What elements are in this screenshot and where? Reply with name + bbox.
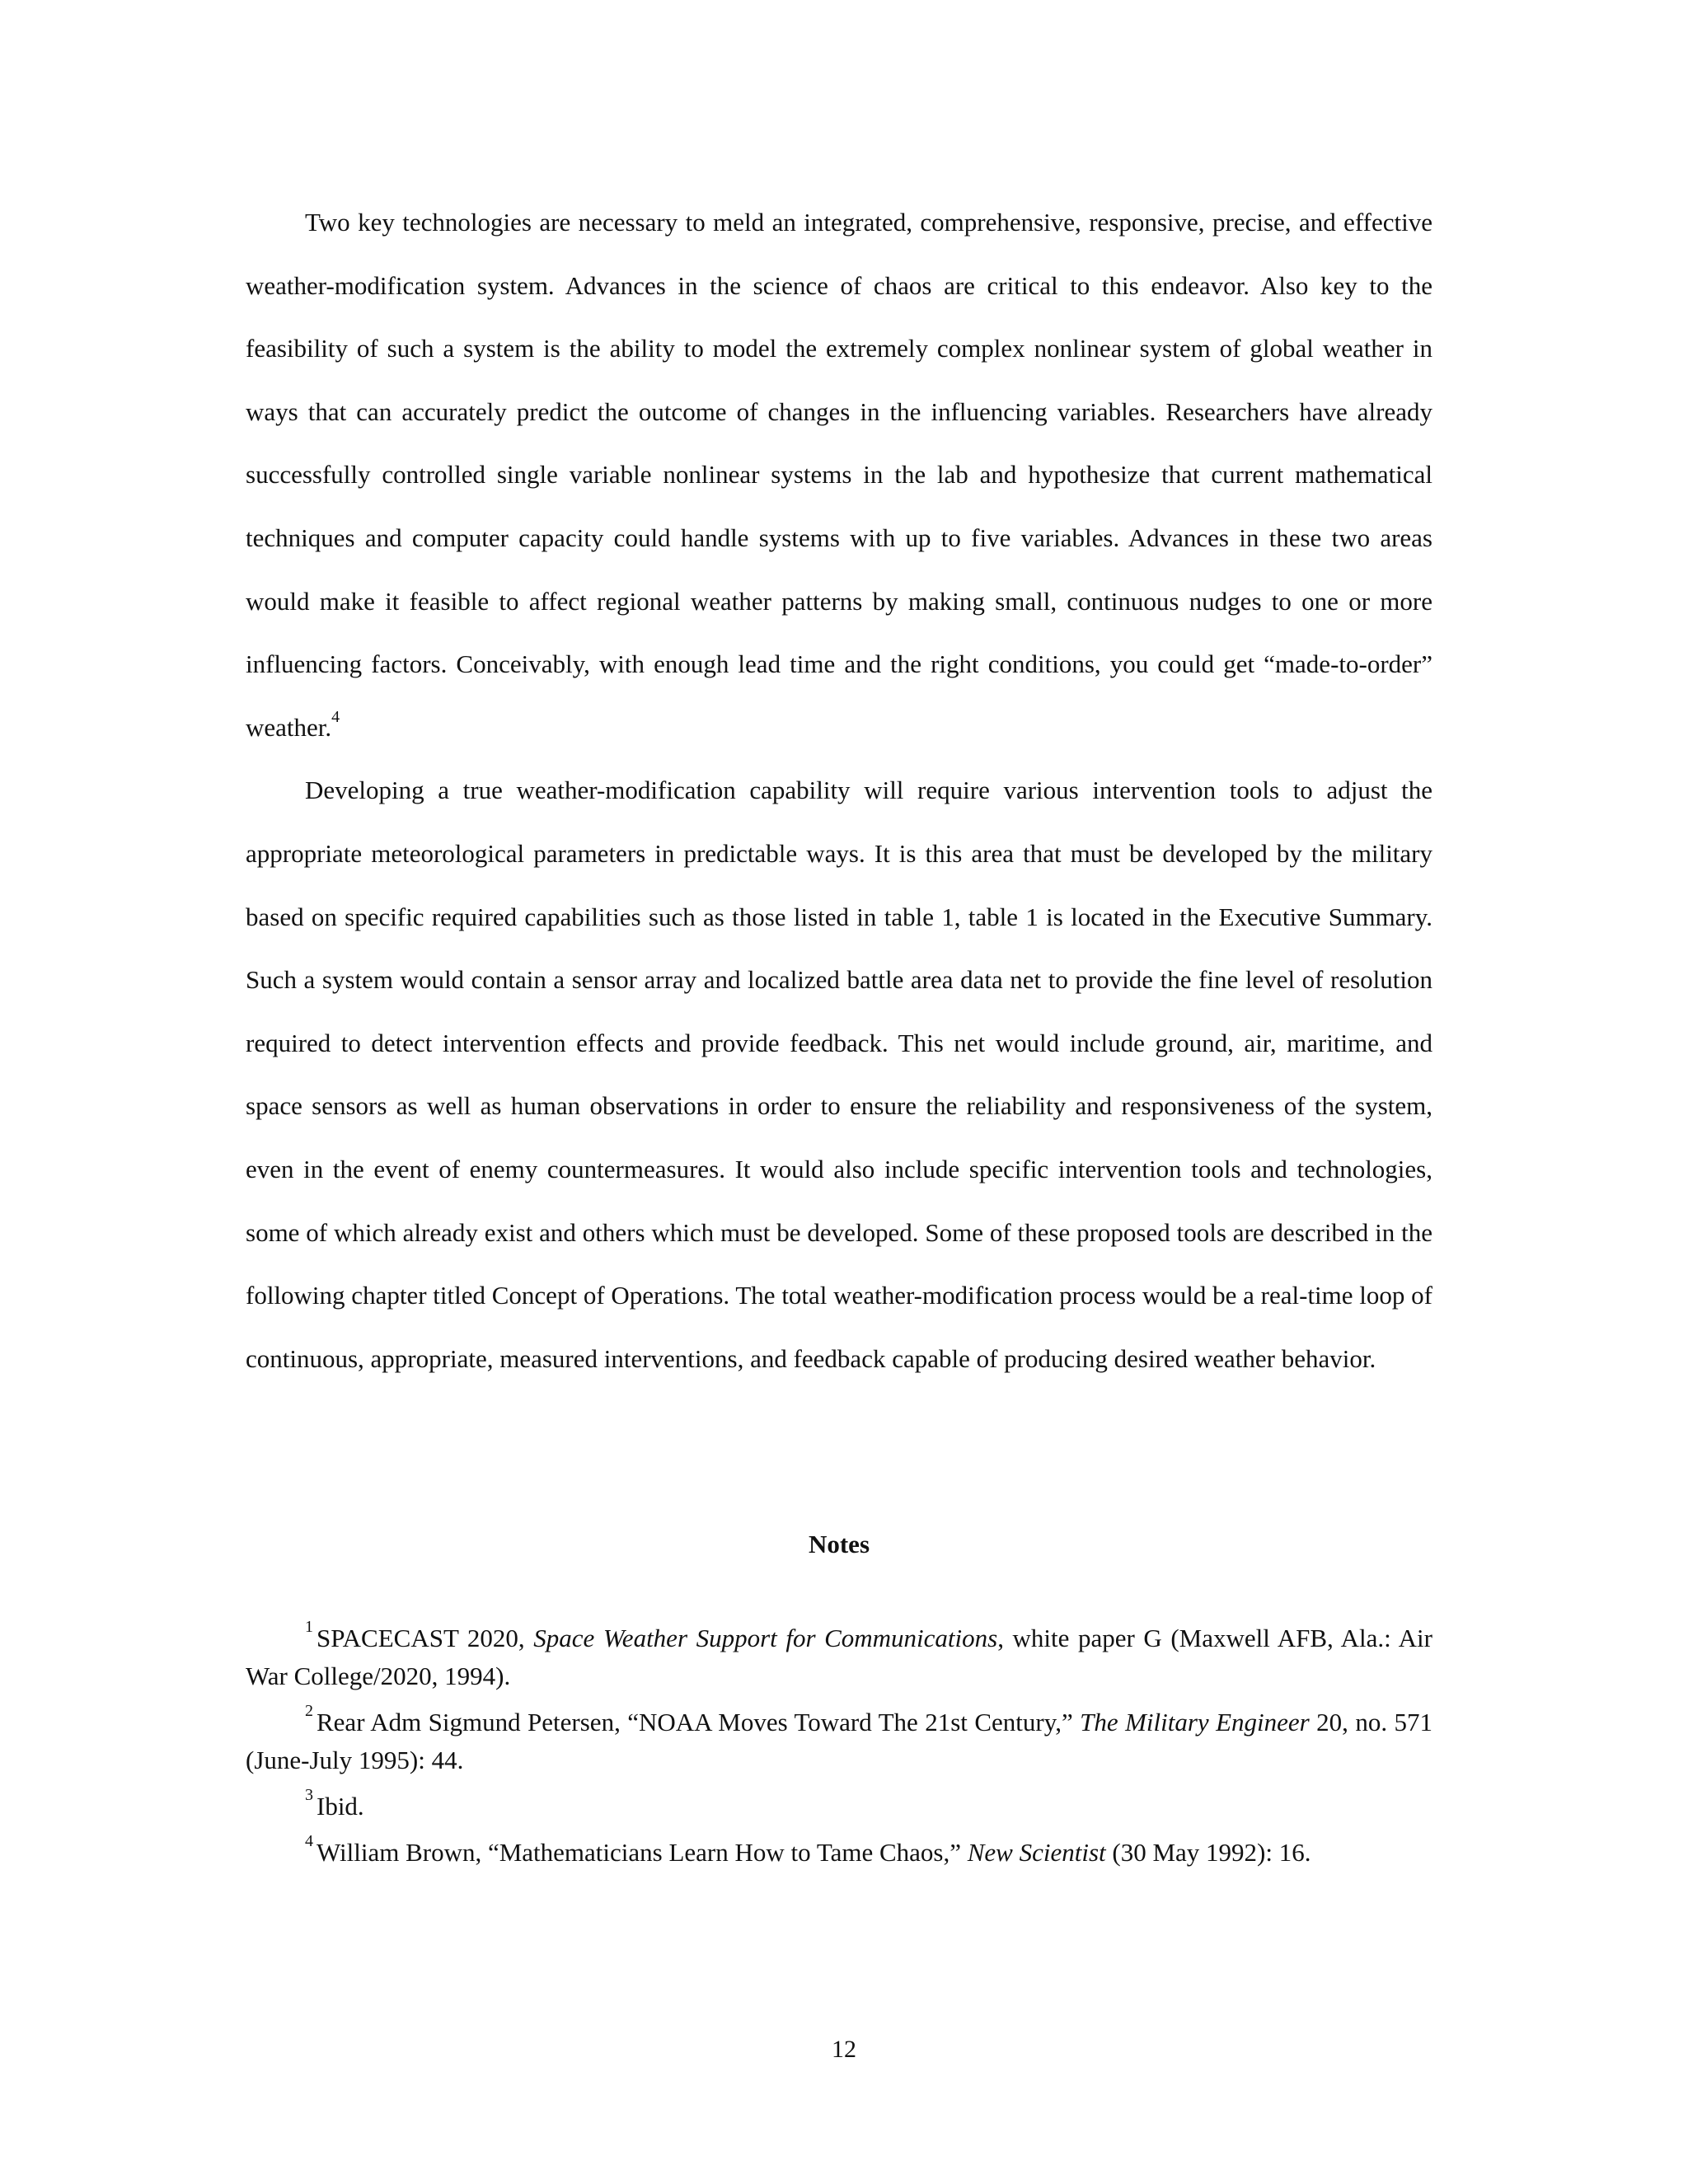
body-text — [246, 191, 1432, 1390]
note-4 — [246, 1834, 1432, 1872]
note-text: Ibid. — [316, 1792, 364, 1821]
note-number: 3 — [305, 1786, 313, 1804]
note-text: SPACECAST 2020, — [316, 1624, 534, 1652]
notes-heading: Notes — [808, 1530, 870, 1558]
note-title: The Military Engineer — [1080, 1708, 1310, 1736]
note-number: 1 — [305, 1618, 313, 1636]
note-number: 4 — [305, 1832, 313, 1850]
note-title: Space Weather Support for Communications — [533, 1624, 998, 1652]
paragraph-1-text: Two key technologies are necessary to meld an integrated, comprehensive, responsive, precise, and effective weather-modification system. Advances in the science of chaos are critical to this endeavor. Also key to the feasibility of such a system is the ability to model the extremely complex nonlinear system of global weather in ways that can accurately predict the outcome of changes in the influencing variables. Researchers have already successfully controlled single variable nonlinear systems in the lab and hypothesize that current mathematical techniques and computer capacity could handle systems with up to five variables. Advances in these two areas would make it feasible to affect regional weather patterns by making small, continuous nudges to one or more influencing factors. Conceivably, with enough lead time and the right conditions, you could get “made-to-order” weather. — [246, 208, 1432, 742]
paragraph-1 — [246, 191, 1432, 759]
note-text: (30 May 1992): 16. — [1105, 1838, 1311, 1867]
note-text: William Brown, “Mathematicians Learn How to Tame Chaos,” — [316, 1838, 968, 1867]
note-text: 20, no. 571 (June-July 1995): 44. — [246, 1708, 1433, 1774]
note-title: New Scientist — [967, 1838, 1106, 1867]
note-number: 2 — [305, 1702, 313, 1720]
paragraph-2-text: Developing a true weather-modification capability will require various intervention tools to adjust the appropriate meteorological parameters in predictable ways. It is this area that must be developed by the military based on specific required capabilities such as those listed in table 1, table 1 is located in the Executive Summary. Such a system would contain a sensor array and localized battle area data net to provide the fine level of resolution required to detect intervention effects and provide feedback. This net would include ground, air, maritime, and space sensors as well as human observations in order to ensure the reliability and responsiveness of the system, even in the event of enemy countermeasures. It would also include specific intervention tools and technologies, some of which already exist and others which must be developed. Some of these proposed tools are described in the following chapter titled Concept of Operations. The total weather-modification process would be a real-time loop of continuous, appropriate, measured interventions, and feedback capable of producing desired weather behavior. — [246, 776, 1432, 1373]
page-number: 12 — [832, 2036, 856, 2063]
note-1 — [246, 1619, 1432, 1695]
notes-list — [246, 1619, 1432, 1880]
note-2 — [246, 1704, 1432, 1779]
note-text: Rear Adm Sigmund Petersen, “NOAA Moves Toward The 21st Century,” — [316, 1708, 1081, 1736]
paragraph-2 — [246, 759, 1432, 1390]
note-3 — [246, 1788, 1432, 1825]
note-text: , white paper G (Maxwell AFB, Ala.: Air War College/2020, 1994). — [246, 1624, 1432, 1690]
footnote-reference-4: 4 — [331, 707, 340, 726]
